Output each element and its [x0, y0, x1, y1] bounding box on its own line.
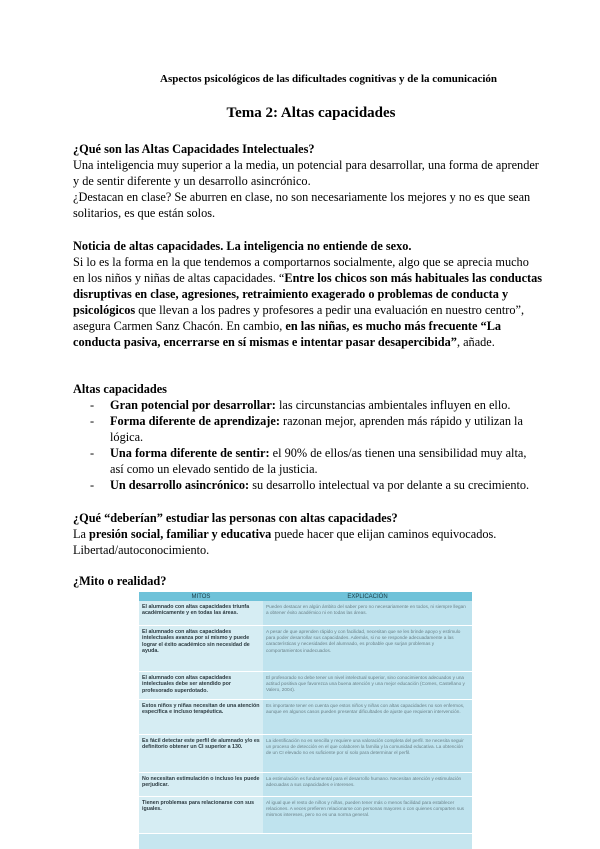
section-myth	[73, 573, 543, 589]
table-row	[139, 626, 472, 672]
section-news	[73, 238, 543, 350]
bold-run: Un desarrollo asincrónico:	[110, 478, 250, 492]
bold-run: Entre los chicos son más habituales las conductas disruptivas en clase, agresiones, retraimiento exagerado o problemas de conducta y psicológicos	[73, 271, 543, 317]
myth-cell: El alumnado con altas capacidades triunfa académicamente y en todas las áreas.	[139, 601, 263, 626]
section-heading: ¿Mito o realidad?	[73, 574, 167, 588]
text-run: el 90% de ellos/as tienen una sensibilidad muy alta, así como un elevado sentido de la justicia.	[110, 446, 527, 476]
list-dash: -	[90, 478, 95, 492]
myth-cell: Tienen problemas para relacionarse con sus iguales.	[139, 797, 263, 834]
text-run: puede hacer que elijan caminos equivocados. Libertad/autoconocimiento.	[73, 527, 497, 557]
myth-cell: El alumnado con altas capacidades intelectuales avanza por sí mismo y puede lograr el éxito académico sin necesidad de ayuda.	[139, 626, 263, 672]
bold-run: Forma diferente de aprendizaje:	[110, 414, 280, 428]
study-paragraph	[73, 526, 543, 558]
table-row	[139, 601, 472, 626]
list-item	[73, 413, 543, 445]
list-dash: -	[90, 414, 95, 428]
myths-table	[139, 592, 472, 834]
section-heading: ¿Qué son las Altas Capacidades Intelectuales?	[73, 142, 315, 156]
paragraph: ¿Destacan en clase? Se aburren en clase, no son necesariamente los mejores y no es que sean solitarios, es que están solos.	[73, 190, 531, 220]
bold-run: presión social, familiar y educativa	[89, 527, 272, 541]
list-dash: -	[90, 446, 95, 460]
explanation-cell: A pesar de que aprenden rápido y con facilidad, necesitan que se les brinde apoyo y estímulo para poder desarrollar sus capacidades. Además, si no se responde adecuadamente a las características y necesidades del alumnado, es probable que surjan problemas y comportamientos inadecuados.	[263, 626, 472, 672]
table-row	[139, 797, 472, 834]
list-item	[73, 397, 543, 413]
text-run: razonan mejor, aprenden más rápido y utilizan la lógica.	[110, 414, 523, 444]
text-run: que llevan a los padres y profesores a pedir una evaluación en nuestro centro”, asegura Carmen Sanz Chacón. En cambio,	[73, 303, 525, 333]
column-header-myths: MITOS	[139, 592, 263, 601]
table-row	[139, 700, 472, 735]
bold-run: en las niñas, es mucho más frecuente “La conducta pasiva, encerrarse en sí mismas e intentar pasar desapercibida”	[73, 319, 502, 349]
text-run: , añade.	[456, 335, 495, 349]
table-row	[139, 735, 472, 773]
paragraph: Una inteligencia muy superior a la media, un potencial para desarrollar, una forma de aprender y de sentir diferente y un desarrollo asincrónico.	[73, 158, 539, 188]
section-heading: Altas capacidades	[73, 382, 167, 396]
text-run: La	[73, 527, 90, 541]
section-heading: ¿Qué “deberían” estudiar las personas con altas capacidades?	[73, 511, 398, 525]
section-traits	[73, 381, 543, 493]
explanation-cell: El profesorado no debe tener un nivel intelectual superior, sino conocimientos adecuados y una actitud positiva que favorezca una buena atención y una mejor educación (Comes, Castellano y Valero, 2004).	[263, 672, 472, 700]
text-run: las circunstancias ambientales influyen en ello.	[275, 398, 511, 412]
table-header-row	[139, 592, 472, 601]
explanation-cell: Es importante tener en cuenta que estos niños y niñas con altas capacidades no son enfermos, aunque en algunos casos pueden presentar dificultades de ajuste que requieran intervención.	[263, 700, 472, 735]
list-item	[73, 477, 543, 493]
table-row	[139, 672, 472, 700]
myth-cell: No necesitan estimulación o incluso les puede perjudicar.	[139, 773, 263, 797]
text-run: su desarrollo intelectual va por delante a su crecimiento.	[249, 478, 530, 492]
running-header: Aspectos psicológicos de las dificultades cognitivas y de la comunicación	[160, 73, 498, 85]
section-study	[73, 510, 543, 558]
list-item	[73, 445, 543, 477]
explanation-cell: Pueden destacar en algún ámbito del saber pero no necesariamente en todos, ni siempre llegan a obtener éxito académico ni en todas las áreas.	[263, 601, 472, 626]
traits-list	[73, 397, 543, 493]
section-what-are	[73, 141, 543, 221]
table-row	[139, 773, 472, 797]
text-run: Si lo es la forma en la que tendemos a comportarnos socialmente, algo que se aprecia mucho en los niños y niñas de altas capacidades. “	[73, 255, 529, 285]
explanation-cell: La identificación no es sencilla y requiere una valoración completa del perfil. Se necesita seguir un proceso de detección en el que colaboren la familia y la comunidad educativa. La obtención de un CI elevado no es suficiente por sí solo para determinar el perfil.	[263, 735, 472, 773]
news-paragraph	[73, 254, 543, 350]
bold-run: Una forma diferente de sentir:	[110, 446, 270, 460]
myths-table-image	[139, 592, 472, 849]
column-header-explanation: EXPLICACIÓN	[263, 592, 472, 601]
list-dash: -	[90, 398, 95, 412]
page-title: Tema 2: Altas capacidades	[226, 105, 396, 121]
myth-cell: Estos niños y niñas necesitan de una atención específica e incluso terapéutica.	[139, 700, 263, 735]
bold-run: Gran potencial por desarrollar:	[110, 398, 276, 412]
section-heading: Noticia de altas capacidades. La inteligencia no entiende de sexo.	[73, 239, 412, 253]
explanation-cell: Al igual que el resto de niños y niñas, pueden tener más o menos facilidad para establecer relaciones. A veces prefieren relacionarse con personas mayores o con quienes comparten sus mismos intereses, pero no es una norma general.	[263, 797, 472, 834]
myth-cell: Es fácil detectar este perfil de alumnado y/o es definitorio obtener un CI superior a 130.	[139, 735, 263, 773]
explanation-cell: La estimulación es fundamental para el desarrollo humano. Necesitan atención y estimulación adecuadas a sus capacidades e intereses.	[263, 773, 472, 797]
myth-cell: El alumnado con altas capacidades intelectuales debe ser atendido por profesorado superdotado.	[139, 672, 263, 700]
